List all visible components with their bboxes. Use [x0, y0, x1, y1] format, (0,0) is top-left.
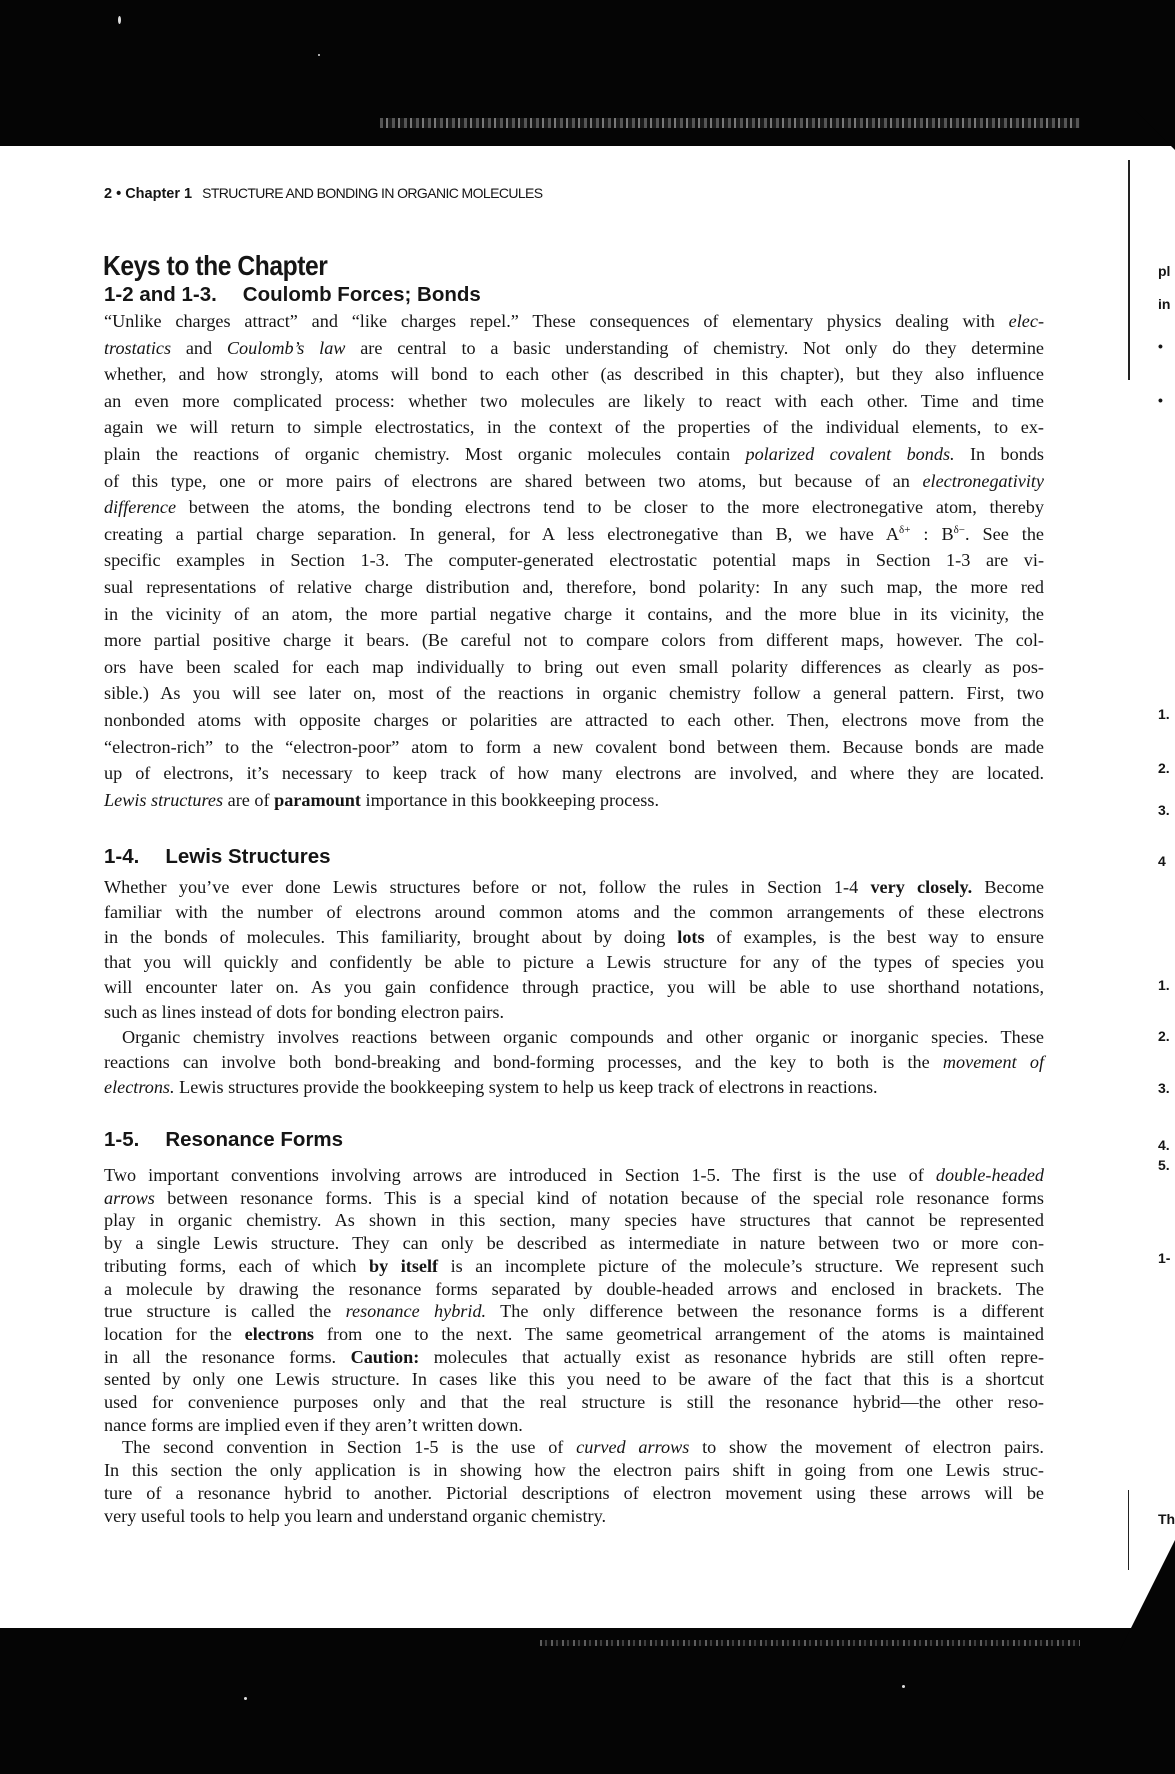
text-line: whether, and how strongly, atoms will bond to each other (as described in this chapter), but they also influence: [104, 364, 1044, 385]
text-line: In this section the only application is in showing how the electron pairs shift in going from one Lewis struc-: [104, 1460, 1044, 1481]
margin-fragment: •: [1158, 392, 1163, 408]
section-number: 1-4.: [104, 845, 140, 868]
text-line: “electron-rich” to the “electron-poor” atom to form a new covalent bond between them. Because bonds are made: [104, 736, 1044, 757]
text-line: will encounter later on. As you gain confidence through practice, you will be able to use shorthand notations,: [104, 977, 1044, 997]
margin-fragment: 4.: [1158, 1137, 1170, 1153]
text-line: arrows between resonance forms. This is a special kind of notation because of the special role resonance forms: [104, 1187, 1044, 1208]
margin-fragment: 3.: [1158, 802, 1170, 818]
text-line: location for the electrons from one to the next. The same geometrical arrangement of the atoms is maintained: [104, 1323, 1044, 1344]
text-line: again we will return to simple electrostatics, in the context of the properties of the individual elements, to ex-: [104, 417, 1044, 438]
margin-fragment: 4: [1158, 853, 1166, 869]
partial-charge-superscript: δ+: [899, 523, 911, 536]
text-line: reactions can involve both bond-breaking and bond-forming processes, and the key to both is the movement of: [104, 1052, 1044, 1072]
margin-fragment: 1-: [1158, 1250, 1171, 1266]
text-line: such as lines instead of dots for bonding electron pairs.: [104, 1002, 505, 1022]
margin-fragment: 2.: [1158, 760, 1170, 776]
text-line: in the vicinity of an atom, the more partial negative charge it contains, and the more blue in its vicinity, the: [104, 603, 1044, 624]
bold-emphasis: very closely.: [870, 877, 973, 897]
italic-term: arrows: [104, 1187, 155, 1208]
italic-term: Coulomb’s law: [226, 337, 346, 358]
italic-term: Lewis structures: [104, 789, 224, 810]
scan-speck: [902, 1685, 905, 1688]
text-line: specific examples in Section 1-3. The computer-generated electrostatic potential maps in Section 1-3 are vi-: [104, 550, 1044, 571]
bold-emphasis: lots: [677, 927, 705, 947]
text-line: very useful tools to help you learn and understand organic chemistry.: [104, 1505, 607, 1526]
italic-term: difference: [104, 497, 177, 518]
bold-emphasis: paramount: [274, 789, 361, 810]
margin-fragment: 5.: [1158, 1157, 1170, 1173]
scan-speck: [244, 1697, 247, 1700]
running-head: [104, 185, 543, 202]
text-line: creating a partial charge separation. In general, for A less electronegative than B, we have $A^{\delta+}$ : $B^{\delta-}$. See the: [104, 523, 1045, 544]
partial-charge-superscript: δ−: [953, 523, 965, 536]
text-line: an even more complicated process: whether two molecules are likely to react with each other. Time and time: [104, 390, 1044, 411]
margin-fragment: 3.: [1158, 1080, 1170, 1096]
text-line: more partial positive charge it bears. (Be careful not to compare colors from different maps, however. The col-: [104, 630, 1044, 651]
text-line: tributing forms, each of which by itself is an incomplete picture of the molecule’s structure. We represent such: [104, 1255, 1044, 1276]
section-number: 1-2 and 1-3.: [104, 283, 217, 306]
text-line: of this type, one or more pairs of electrons are shared between two atoms, but because of an electronegativity: [104, 470, 1044, 491]
chapter-heading: Keys to the Chapter: [103, 250, 328, 281]
text-line: ture of a resonance hybrid to another. Pictorial descriptions of electron movement using these arrows will be: [104, 1482, 1044, 1503]
text-line: in all the resonance forms. Caution: molecules that actually exist as resonance hybrids are still often repre-: [104, 1346, 1044, 1367]
text-line: a molecule by drawing the resonance forms separated by double-headed arrows and enclosed in brackets. The: [104, 1278, 1044, 1299]
text-line: sented by only one Lewis structure. In cases like this you need to be aware of the fact that this is a shortcut: [104, 1369, 1044, 1390]
text-line: that you will quickly and confidently be able to picture a Lewis structure for any of the types of species you: [104, 952, 1044, 972]
text-line: The second convention in Section 1-5 is the use of curved arrows to show the movement of electron pairs.: [122, 1437, 1044, 1458]
text-line: true structure is called the resonance hybrid. The only difference between the resonance forms is a different: [104, 1301, 1044, 1322]
text-line: in the bonds of molecules. This familiarity, brought about by doing lots of examples, is the best way to ensure: [104, 927, 1044, 947]
text-line: Lewis structures are of paramount importance in this bookkeeping process.: [104, 789, 659, 810]
text-line: familiar with the number of electrons around common atoms and the common arrangements of these electrons: [104, 902, 1044, 922]
italic-term: elec-: [1008, 311, 1044, 331]
text-line: difference between the atoms, the bonding electrons tend to be closer to the more electronegative atom, thereby: [104, 497, 1044, 518]
italic-term: electronegativity: [922, 470, 1044, 491]
text-line: Organic chemistry involves reactions between organic compounds and other organic or inorganic species. These: [122, 1027, 1044, 1047]
text-line: sual representations of relative charge distribution and, therefore, bond polarity: In any such map, the more red: [104, 577, 1044, 597]
scan-bottom-dark-band: [0, 1628, 1175, 1774]
italic-term: double-headed: [935, 1165, 1044, 1185]
scan-speck: [318, 54, 320, 56]
text-line: by a single Lewis structure. They can only be described as intermediate in nature between two or more con-: [104, 1233, 1044, 1254]
margin-fragment: •: [1158, 338, 1163, 354]
bold-emphasis: electrons: [244, 1323, 315, 1344]
margin-fragment: 1.: [1158, 977, 1170, 993]
running-head-title: STRUCTURE AND BONDING IN ORGANIC MOLECULES: [202, 185, 543, 201]
text-line: used for convenience purposes only and that the real structure is still the resonance hybrid—the other reso-: [104, 1392, 1044, 1412]
text-line: sible.) As you will see later on, most of the reactions in organic chemistry follow a general pattern. First, two: [104, 683, 1044, 704]
margin-fragment: in: [1158, 296, 1171, 312]
text-line: “Unlike charges attract” and “like charges repel.” These consequences of elementary physics dealing with elec-: [104, 311, 1044, 331]
text-line: Two important conventions involving arrows are introduced in Section 1-5. The first is the use of double-headed: [104, 1165, 1044, 1185]
text-line: up of electrons, it’s necessary to keep track of how many electrons are involved, and where they are located.: [104, 763, 1044, 784]
margin-fragment: 2.: [1158, 1028, 1170, 1044]
section-title: Resonance Forms: [165, 1128, 344, 1151]
margin-fragment: pl: [1158, 263, 1171, 279]
bold-emphasis: by itself: [369, 1255, 439, 1276]
bold-emphasis: Caution:: [350, 1346, 420, 1367]
italic-term: trostatics: [104, 337, 172, 358]
text-line: ors have been scaled for each map individually to bring out even small polarity differences as clearly as pos-: [104, 656, 1044, 677]
section-number: 1-5.: [104, 1128, 140, 1151]
text-line: electrons. Lewis structures provide the bookkeeping system to help us keep track of electrons in reactions.: [104, 1077, 878, 1097]
italic-term: curved arrows: [576, 1437, 690, 1458]
italic-term: movement of: [942, 1052, 1044, 1072]
scan-corner-top: [1135, 110, 1175, 150]
scan-noise-top: [380, 118, 1080, 128]
text-line: nonbonded atoms with opposite charges or polarities are attracted to each other. Then, electrons move from the: [104, 710, 1044, 730]
text-line: plain the reactions of organic chemistry. Most organic molecules contain polarized covalent bonds. In bonds: [104, 444, 1044, 464]
scan-corner-bottom: [1120, 1540, 1175, 1650]
section-heading: [104, 1128, 343, 1152]
margin-fragment: Th: [1158, 1511, 1175, 1527]
text-line: nance forms are implied even if they aren’t written down.: [104, 1414, 523, 1435]
text-line: trostatics and Coulomb’s law are central to a basic understanding of chemistry. Not only do they determine: [104, 337, 1045, 358]
section-heading: [104, 845, 331, 869]
italic-term: resonance hybrid.: [345, 1301, 487, 1322]
italic-term: polarized covalent bonds.: [745, 444, 955, 464]
scan-speck: [118, 16, 121, 24]
margin-fragment: 1.: [1158, 706, 1170, 722]
running-head-chapter: 2 • Chapter 1: [104, 186, 193, 202]
page-gutter-line: [1128, 160, 1130, 380]
text-line: play in organic chemistry. As shown in this section, many species have structures that cannot be represented: [104, 1210, 1044, 1231]
text-line: Whether you’ve ever done Lewis structures before or not, follow the rules in Section 1-4 very closely. Become: [104, 877, 1044, 897]
section-title: Lewis Structures: [165, 845, 331, 868]
italic-term: electrons.: [104, 1077, 175, 1097]
section-heading: [104, 283, 481, 307]
scan-noise-bottom: [540, 1640, 1080, 1646]
section-title: Coulomb Forces; Bonds: [242, 283, 481, 306]
